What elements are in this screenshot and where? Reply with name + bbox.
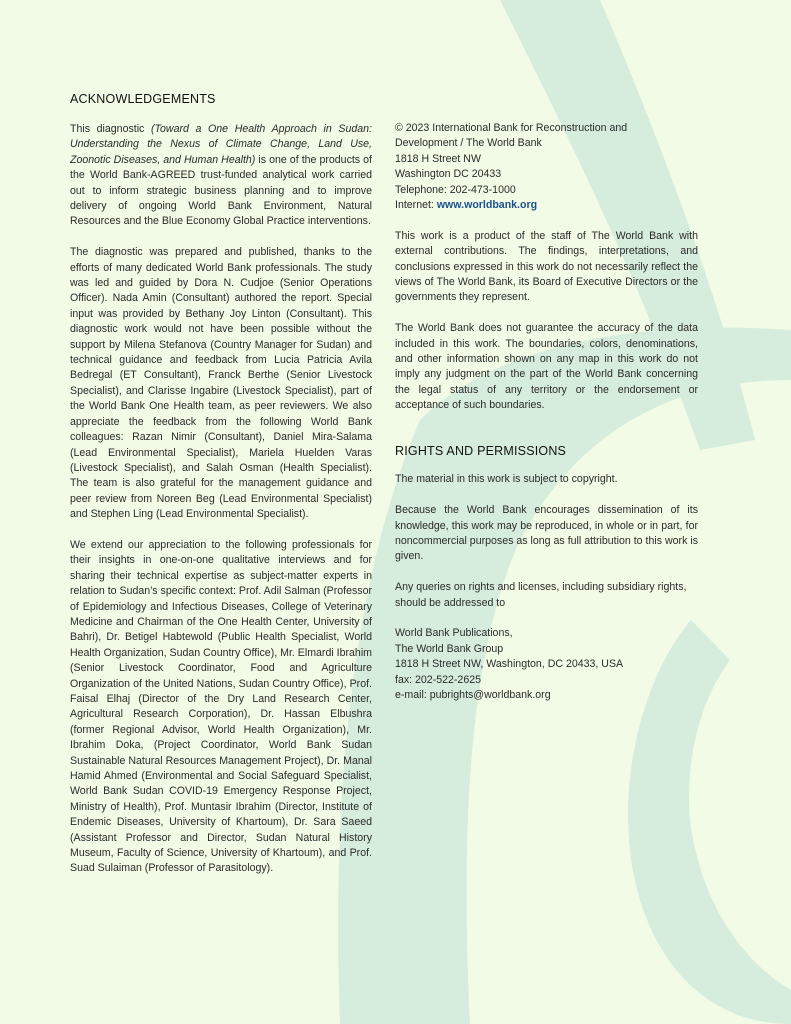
telephone-line: Telephone: 202-473-1000 xyxy=(395,183,516,196)
worldbank-website-link[interactable]: www.worldbank.org xyxy=(436,199,538,212)
copyright-line: Development / The World Bank xyxy=(395,137,542,150)
acknowledgements-column xyxy=(70,92,372,877)
accuracy-disclaimer: The World Bank does not guarantee the accuracy of the data included in this work. The boundaries, colors, denominations, and other information shown on any map in this work do not imply any judgment on the part of the World Bank concerning the legal status of any territory or the endorsement or acceptance of such boundaries. xyxy=(395,322,698,412)
fax-line: fax: 202-522-2625 xyxy=(395,673,481,686)
acknowledgements-team: The diagnostic was prepared and published, thanks to the efforts of many dedicated World Bank professionals. The study was led and guided by Dora N. Cudjoe (Senior Operations Officer). Nada Amin (Consultant) authored the report. Special input was provided by Bethany Joy Linton (Consultant). This diagnostic work would not have been possible without the support by Milena Stefanova (Country Manager for Sudan) and technical guidance and feedback from Lucia Patricia Avila Bedregal (ET Consultant), Franck Berthe (Senior Livestock Specialist), and Clarisse Ingabire (Livestock Specialist), part of the World Bank One Health team, as peer reviewers. We also appreciate the feedback from the following World Bank colleagues: Razan Nimir (Consultant), Daniel Mira-Salama (Lead Environmental Specialist), Mariela Huelden Varas (Livestock Specialist), and Salah Osman (Health Specialist). The team is also grateful for the management guidance and peer review from Noreen Beg (Lead Environmental Specialist) and Stephen Ling (Lead Environmental Specialist). xyxy=(70,246,372,521)
staff-disclaimer: This work is a product of the staff of The World Bank with external contributions. The findings, interpretations, and conclusions expressed in this work do not necessarily reflect the views of The World Bank, its Board of Executive Directors or the governments they represent. xyxy=(395,229,698,304)
publications-address xyxy=(395,626,698,703)
publications-line: World Bank Publications, xyxy=(395,627,513,640)
address-line: Washington DC 20433 xyxy=(395,168,502,181)
address-line: 1818 H Street NW xyxy=(395,152,481,165)
internet-label: Internet: xyxy=(395,199,437,212)
publications-line: 1818 H Street NW, Washington, DC 20433, USA xyxy=(395,658,624,671)
dissemination-notice: Because the World Bank encourages dissemination of its knowledge, this work may be reproduced, in whole or in part, for noncommercial purposes as long as full attribution to this work is given. xyxy=(395,504,698,563)
publications-line: The World Bank Group xyxy=(395,642,504,655)
queries-notice: Any queries on rights and licenses, including subsidiary rights, should be addressed to xyxy=(395,581,687,609)
copyright-line: © 2023 International Bank for Reconstruction and xyxy=(395,122,628,134)
copyright-notice: The material in this work is subject to copyright. xyxy=(395,473,618,486)
legal-column xyxy=(395,121,698,704)
acknowledgements-experts: We extend our appreciation to the following professionals for their insights in one-on-one qualitative interviews and for sharing their technical expertise as subject-matter experts in relation to Sudan’s specific context: Prof. Adil Salman (Professor of Epidemiology and Infectious Diseases, College of Veterinary Medicine and Chairman of the One Health Center, University of Bahri), Dr. Betigel Habtewold (Public Health Specialist, World Health Organization, Sudan Country Office), Mr. Elmardi Ibrahim (Senior Livestock Coordinator, Food and Agriculture Organization of the United Nations, Sudan Country Office), Prof. Faisal Elhaj (Director of the Dry Land Research Center, Agricultural Research Corporation), Dr. Hassan Elbushra (former Regional Advisor, World Health Organization), Mr. Ibrahim Doka, (Project Coordinator, World Bank Sudan Sustainable Natural Resources Management Project), Dr. Manal Hamid Ahmed (Environmental and Social Safeguard Specialist, World Bank Sudan COVID-19 Emergency Response Project, Ministry of Health), Prof. Muntasir Ibrahim (Director, Institute of Endemic Diseases, University of Khartoum), Dr. Sara Saeed (Assistant Professor and Director, Sudan Natural History Museum, Faculty of Science, University of Khartoum), and Prof. Suad Sulaiman (Professor of Parasitology). xyxy=(70,538,372,875)
rights-permissions-heading: RIGHTS AND PERMISSIONS xyxy=(395,444,567,459)
email-line: e-mail: pubrights@worldbank.org xyxy=(395,689,551,702)
acknowledgements-intro: This diagnostic (Toward a One Health Approach in Sudan: Understanding the Nexus of Climate Change, Land Use, Zoonotic Diseases, and Human Health) is one of the products of the World Bank-AGREED trust-funded analytical work carried out to inform strategic business planning and to improve delivery of ongoing World Bank Environment, Natural Resources and the Blue Economy Global Practice interventions. xyxy=(70,123,373,228)
copyright-block xyxy=(395,121,698,213)
acknowledgements-heading: ACKNOWLEDGEMENTS xyxy=(70,92,216,106)
